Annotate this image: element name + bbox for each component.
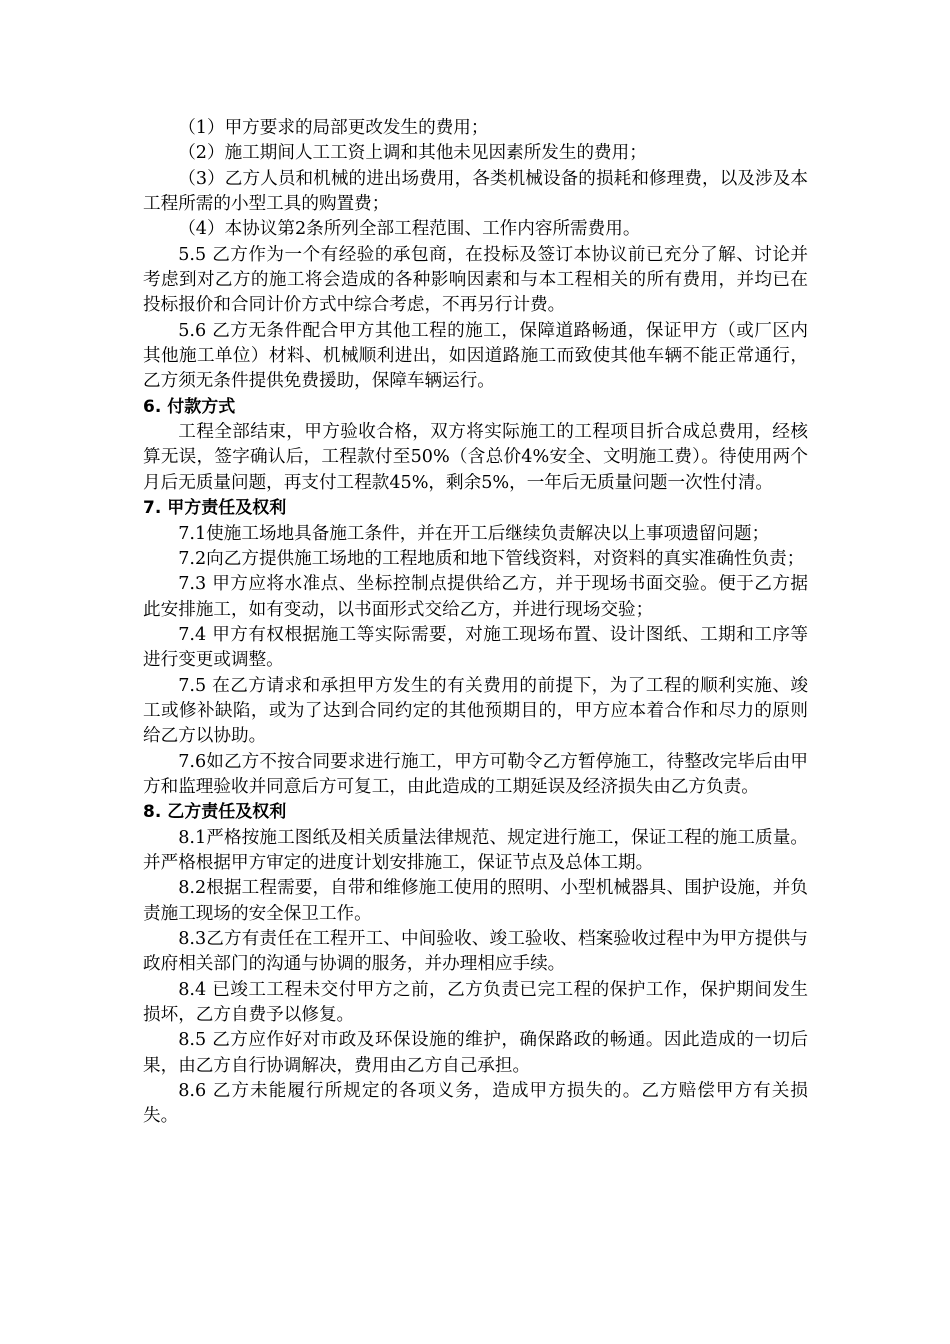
clause-5-4-item-2: （2）施工期间人工工资上调和其他未见因素所发生的费用；: [178, 143, 647, 164]
clause-7-4: 7.4 甲方有权根据施工等实际需要，对施工现场布置、设计图纸、工期和工序等进行变更或调整。: [143, 624, 808, 671]
clause-8-2: 8.2根据工程需要，自带和维修施工使用的照明、小型机械器具、围护设施，并负责施工现场的安全保卫工作。: [143, 878, 808, 924]
clause-5-5: 5.5 乙方作为一个有经验的承包商，在投标及签订本协议前已充分了解、讨论并考虑到对乙方的施工将会造成的各种影响因素和与本工程相关的所有费用，并均已在投标报价和合同计价方式中综合考虑，不再另行计费。: [143, 244, 808, 316]
clause-8-1: 8.1严格按施工图纸及相关质量法律规范、规定进行施工，保证工程的施工质量。并严格根据甲方审定的进度计划安排施工，保证节点及总体工期。: [143, 827, 808, 873]
clause-5-6: 5.6 乙方无条件配合甲方其他工程的施工，保障道路畅通，保证甲方（或厂区内其他施工单位）材料、机械顺利进出，如因道路施工而致使其他车辆不能正常通行，乙方须无条件提供免费援助，保障车辆运行。: [143, 320, 808, 392]
clause-8-4: 8.4 已竣工工程未交付甲方之前，乙方负责已完工程的保护工作，保护期间发生损坏，乙方自费予以修复。: [143, 979, 808, 1026]
clause-7-6: 7.6如乙方不按合同要求进行施工，甲方可勒令乙方暂停施工，待整改完毕后由甲方和监理验收并同意后方可复工，由此造成的工期延误及经济损失由乙方负责。: [143, 751, 808, 797]
clause-5-4-item-1: （1）甲方要求的局部更改发生的费用；: [178, 118, 489, 138]
clause-7-2: 7.2向乙方提供施工场地的工程地质和地下管线资料，对资料的真实准确性负责；: [178, 548, 805, 569]
clause-7-5: 7.5 在乙方请求和承担甲方发生的有关费用的前提下，为了工程的顺利实施、竣工或修补缺陷，或为了达到合同约定的其他预期目的，甲方应本着合作和尽力的原则给乙方以协助。: [143, 675, 808, 747]
document-page: [143, 116, 808, 1130]
section-7-heading: 7. 甲方责任及权利: [143, 498, 287, 519]
clause-7-3: 7.3 甲方应将水准点、坐标控制点提供给乙方，并于现场书面交验。便于乙方据此安排施工，如有变动，以书面形式交给乙方，并进行现场交验；: [143, 574, 808, 620]
section-8-heading: 8. 乙方责任及权利: [143, 802, 287, 823]
clause-7-1: 7.1使施工场地具备施工条件，并在开工后继续负责解决以上事项遗留问题；: [178, 523, 770, 544]
section-6-body: 工程全部结束，甲方验收合格，双方将实际施工的工程项目折合成总费用，经核算无误，签字确认后，工程款付至50%（含总价4%安全、文明施工费）。待使用两个月后无质量问题，再支付工程款45%，剩余5%，一年后无质量问题一次性付清。: [143, 422, 808, 493]
clause-5-4-item-4: （4）本协议第2条所列全部工程范围、工作内容所需费用。: [178, 219, 641, 240]
clause-8-3: 8.3乙方有责任在工程开工、中间验收、竣工验收、档案验收过程中为甲方提供与政府相关部门的沟通与协调的服务，并办理相应手续。: [143, 929, 808, 975]
clause-5-4-item-3: （3）乙方人员和机械的进出场费用，各类机械设备的损耗和修理费，以及涉及本工程所需的小型工具的购置费；: [143, 168, 808, 215]
clause-8-6: 8.6 乙方未能履行所规定的各项义务，造成甲方损失的。乙方赔偿甲方有关损失。: [143, 1081, 808, 1127]
clause-8-5: 8.5 乙方应作好对市政及环保设施的维护，确保路政的畅通。因此造成的一切后果，由乙方自行协调解决，费用由乙方自己承担。: [143, 1030, 808, 1076]
section-6-heading: 6. 付款方式: [143, 396, 236, 417]
